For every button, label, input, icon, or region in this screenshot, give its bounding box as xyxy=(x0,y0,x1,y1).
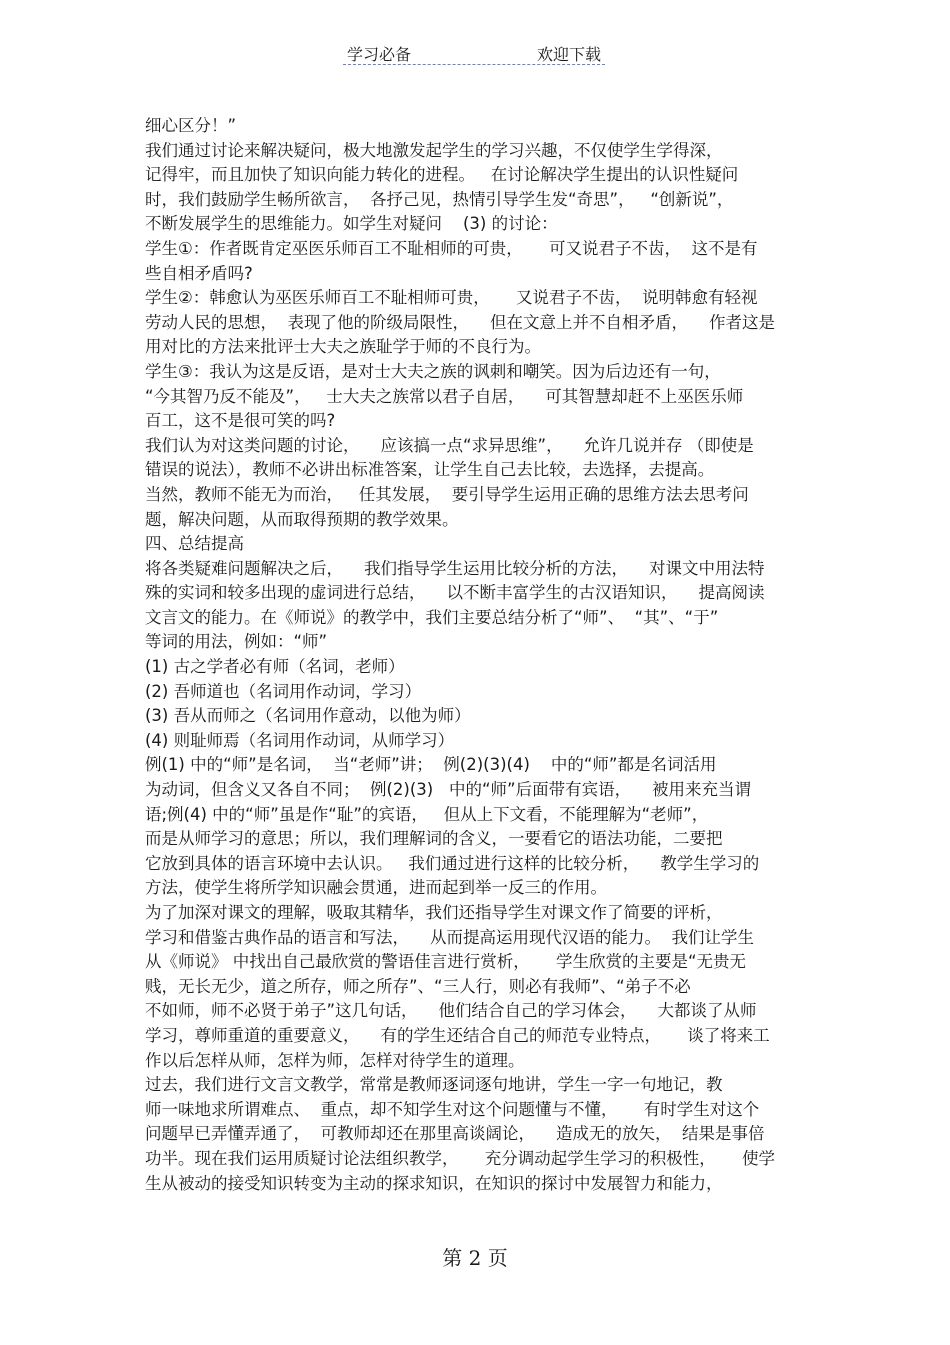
text-line: 而是从师学习的意思；所以，我们理解词的含义，一要看它的语法功能，二要把 xyxy=(145,829,723,849)
page-header xyxy=(343,38,605,65)
text-line: 些自相矛盾吗? xyxy=(145,263,253,283)
text-line: 四、总结提高 xyxy=(145,534,244,554)
text-line: 为动词，但含义又各自不同； 例(2)(3) 中的“师”后面带有宾语， 被用来充当谓 xyxy=(145,780,752,800)
text-line: 题，解决问题，从而取得预期的教学效果。 xyxy=(145,509,459,529)
text-line: 等词的用法，例如：“师” xyxy=(145,632,328,652)
text-line: 贱，无长无少，道之所存，师之所存”、“三人行，则必有我师”、“弟子不必 xyxy=(145,976,691,996)
text-line: (4) 则耻师焉（名词用作动词，从师学习） xyxy=(145,730,455,750)
text-line: 方法，使学生将所学知识融会贯通，进而起到举一反三的作用。 xyxy=(145,878,607,898)
text-line: 生从被动的接受知识转变为主动的探求知识，在知识的探讨中发展智力和能力， xyxy=(145,1173,723,1193)
text-line: 当然，教师不能无为而治， 任其发展， 要引导学生运用正确的思维方法去思考问 xyxy=(145,484,749,504)
text-line: 我们认为对这类问题的讨论， 应该搞一点“求异思维”， 允许几说并存 （即使是 xyxy=(145,435,754,455)
text-line: 师一味地求所谓难点、 重点，却不知学生对这个问题懂与不懂， 有时学生对这个 xyxy=(145,1099,760,1119)
text-line: 为了加深对课文的理解，吸取其精华，我们还指导学生对课文作了简要的评析， xyxy=(145,903,723,922)
text-line: 例(1) 中的“师”是名词， 当“老师”讲； 例(2)(3)(4) 中的“师”都是名词活用 xyxy=(145,755,717,775)
document-body xyxy=(145,114,810,1196)
page-number: 第 2 页 xyxy=(442,1246,508,1270)
text-line: 百工，这不是很可笑的吗? xyxy=(145,411,336,431)
text-line: 作以后怎样从师，怎样为师，怎样对待学生的道理。 xyxy=(145,1050,525,1070)
text-line: 文言文的能力。在《师说》的教学中，我们主要总结分析了“师”、 “其”、“于” xyxy=(145,607,719,627)
text-line: (3) 吾从而师之（名词用作意动，以他为师） xyxy=(145,706,471,726)
text-line: 它放到具体的语言环境中去认识。 我们通过进行这样的比较分析， 教学生学习的 xyxy=(145,853,760,873)
text-line: 问题早已弄懂弄通了， 可教师却还在那里高谈阔论， 造成无的放矢， 结果是事倍 xyxy=(145,1124,765,1144)
text-line: 细心区分！” xyxy=(145,116,237,135)
text-line: 记得牢，而且加快了知识向能力转化的进程。 在讨论解决学生提出的认识性疑问 xyxy=(145,165,739,185)
text-line: 将各类疑难问题解决之后， 我们指导学生运用比较分析的方法， 对课文中用法特 xyxy=(145,558,765,578)
text-line: 殊的实词和较多出现的虚词进行总结， 以不断丰富学生的古汉语知识， 提高阅读 xyxy=(145,583,765,603)
text-line: 不断发展学生的思维能力。如学生对疑问 (3) 的讨论： xyxy=(145,214,558,234)
header-left-text: 学习必备 xyxy=(347,45,412,64)
text-line: 劳动人民的思想， 表现了他的阶级局限性， 但在文意上并不自相矛盾， 作者这是 xyxy=(145,312,775,332)
text-line: 学生②：韩愈认为巫医乐师百工不耻相师可贵， 又说君子不齿， 说明韩愈有轻视 xyxy=(145,288,758,308)
text-line: “今其智乃反不能及”， 士大夫之族常以君子自居， 可其智慧却赶不上巫医乐师 xyxy=(145,386,744,406)
text-line: (2) 吾师道也（名词用作动词，学习） xyxy=(145,681,422,701)
text-line: 从《师说》 中找出自己最欣赏的警语佳言进行赏析， 学生欣赏的主要是“无贵无 xyxy=(145,952,747,972)
text-line: 过去，我们进行文言文教学，常常是教师逐词逐句地讲，学生一字一句地记，教 xyxy=(145,1075,723,1095)
text-line: 学习和借鉴古典作品的语言和写法， 从而提高运用现代汉语的能力。 我们让学生 xyxy=(145,927,754,947)
text-line: 功半。现在我们运用质疑讨论法组织教学， 充分调动起学生学习的积极性， 使学 xyxy=(145,1148,775,1168)
text-line: 语;例(4) 中的“师”虽是作“耻”的宾语， 但从上下文看，不能理解为“老师”， xyxy=(145,804,709,824)
header-right-text: 欢迎下载 xyxy=(536,45,601,64)
text-line: 我们通过讨论来解决疑问，极大地激发起学生的学习兴趣，不仅使学生学得深， xyxy=(145,140,723,160)
text-line: 时，我们鼓励学生畅所欲言， 各抒己见，热情引导学生发“奇思”， “创新说”， xyxy=(145,189,734,209)
text-line: 学生①：作者既肯定巫医乐师百工不耻相师的可贵， 可又说君子不齿， 这不是有 xyxy=(145,238,758,258)
text-line: 学生③：我认为这是反语，是对士大夫之族的讽刺和嘲笑。因为后边还有一句， xyxy=(145,361,721,381)
text-line: 错误的说法），教师不必讲出标准答案，让学生自己去比较，去选择，去提高。 xyxy=(145,460,715,480)
text-line: 不如师，师不必贤于弟子”这几句话， 他们结合自己的学习体会， 大都谈了从师 xyxy=(145,1001,757,1021)
text-line: (1) 古之学者必有师（名词，老师） xyxy=(145,657,405,677)
text-line: 用对比的方法来批评士大夫之族耻学于师的不良行为。 xyxy=(145,337,541,357)
text-line: 学习，尊师重道的重要意义， 有的学生还结合自己的师范专业特点， 谈了将来工 xyxy=(145,1025,770,1045)
